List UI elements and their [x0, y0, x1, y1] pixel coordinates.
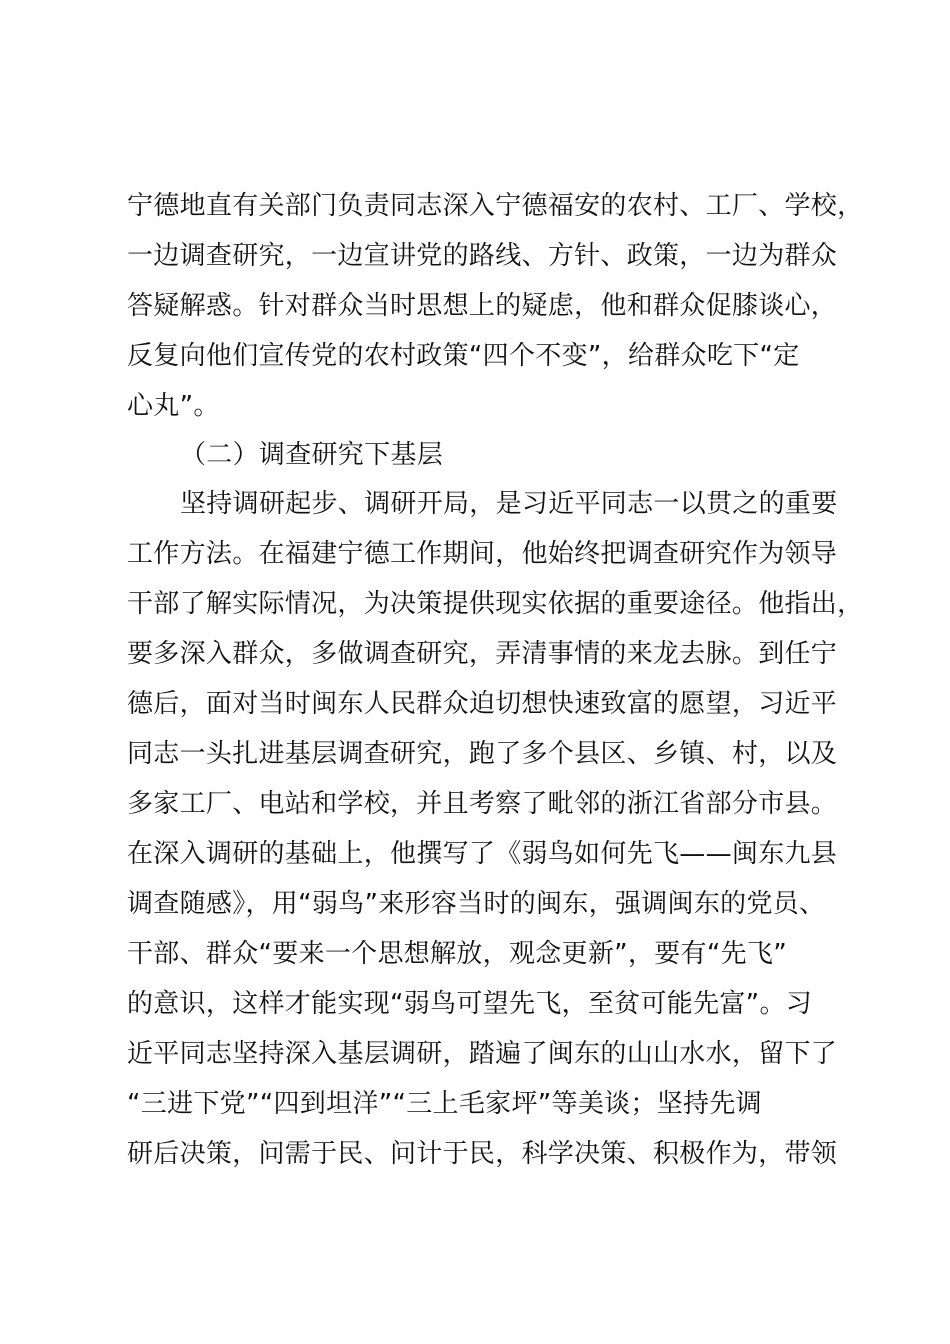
text-line: 工作方法。在福建宁德工作期间，他始终把调查研究作为领导 [127, 539, 838, 569]
text-line: 宁德地直有关部门负责同志深入宁德福安的农村、工厂、学校， [127, 191, 864, 221]
text-line: 干部、群众“要来一个思想解放，观念更新”，要有“先飞” [127, 939, 787, 969]
text-line: 多家工厂、电站和学校，并且考察了毗邻的浙江省部分市县。 [127, 789, 838, 819]
text-line: 答疑解惑。针对群众当时思想上的疑虑，他和群众促膝谈心， [127, 291, 838, 321]
text-line: 同志一头扎进基层调查研究，跑了多个县区、乡镇、村，以及 [127, 739, 838, 769]
section-heading: （二）调查研究下基层 [180, 440, 444, 470]
text-line: 心丸”。 [127, 391, 220, 421]
text-line: 调查随感》，用“弱鸟”来形容当时的闽东，强调闽东的党员、 [127, 889, 826, 919]
text-line: 近平同志坚持深入基层调研，踏遍了闽东的山山水水，留下了 [127, 1039, 838, 1069]
text-line: 反复向他们宣传党的农村政策“四个不变”，给群众吃下“定 [127, 341, 800, 371]
text-line: 坚持调研起步、调研开局，是习近平同志一以贯之的重要 [180, 489, 838, 519]
text-line: 德后，面对当时闽东人民群众迫切想快速致富的愿望，习近平 [127, 689, 838, 719]
text-line: 要多深入群众，多做调查研究，弄清事情的来龙去脉。到任宁 [127, 639, 838, 669]
text-line: 在深入调研的基础上，他撰写了《弱鸟如何先飞——闽东九县 [127, 839, 838, 869]
text-line: 研后决策，问需于民、问计于民，科学决策、积极作为，带领 [127, 1139, 838, 1169]
text-line: “三进下党”“四到坦洋”“三上毛家坪”等美谈；坚持先调 [127, 1089, 762, 1119]
text-line: 的意识，这样才能实现“弱鸟可望先飞，至贫可能先富”。习 [127, 989, 813, 1019]
text-line: 干部了解实际情况，为决策提供现实依据的重要途径。他指出， [127, 589, 864, 619]
text-line: 一边调查研究，一边宣讲党的路线、方针、政策，一边为群众 [127, 241, 838, 271]
